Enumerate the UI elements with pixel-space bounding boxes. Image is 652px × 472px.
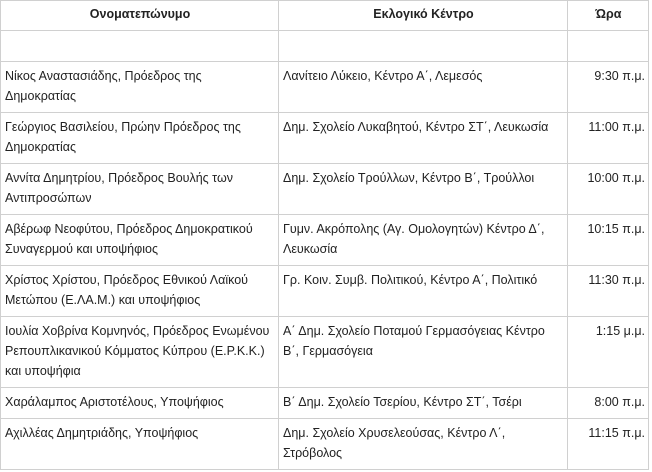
cell-name: Γεώργιος Βασιλείου, Πρώην Πρόεδρος της Δημοκρατίας bbox=[1, 113, 279, 164]
cell-center: Δημ. Σχολείο Τρούλλων, Κέντρο Β΄, Τρούλλοι bbox=[279, 164, 568, 215]
table-row bbox=[1, 62, 649, 113]
cell-center: Β΄ Δημ. Σχολείο Τσερίου, Κέντρο ΣΤ΄, Τσέρι bbox=[279, 388, 568, 419]
cell-name: Ιουλία Χοβρίνα Κομνηνός, Πρόεδρος Ενωμένου Ρεπουπλικανικού Κόμματος Κύπρου (Ε.Ρ.Κ.Κ.) και υποψήφια bbox=[1, 317, 279, 388]
cell-center: Γυμν. Ακρόπολης (Αγ. Ομολογητών) Κέντρο Δ΄, Λευκωσία bbox=[279, 215, 568, 266]
cell-time: 10:15 π.μ. bbox=[568, 215, 649, 266]
table-row bbox=[1, 419, 649, 470]
cell-name: Αννίτα Δημητρίου, Πρόεδρος Βουλής των Αντιπροσώπων bbox=[1, 164, 279, 215]
cell-name: Χρίστος Χρίστου, Πρόεδρος Εθνικού Λαϊκού Μετώπου (Ε.ΛΑ.Μ.) και υποψήφιος bbox=[1, 266, 279, 317]
cell-center: Α΄ Δημ. Σχολείο Ποταμού Γερμασόγειας Κέντρο Β΄, Γερμασόγεια bbox=[279, 317, 568, 388]
cell-name: Αβέρωφ Νεοφύτου, Πρόεδρος Δημοκρατικού Συναγερμού και υποψήφιος bbox=[1, 215, 279, 266]
header-name: Ονοματεπώνυμο bbox=[1, 1, 279, 31]
cell-time: 8:00 π.μ. bbox=[568, 388, 649, 419]
cell-center: Λανίτειο Λύκειο, Κέντρο Α΄, Λεμεσός bbox=[279, 62, 568, 113]
cell-time: 10:00 π.μ. bbox=[568, 164, 649, 215]
table-row bbox=[1, 164, 649, 215]
table-row bbox=[1, 317, 649, 388]
cell-center: Δημ. Σχολείο Χρυσελεούσας, Κέντρο Λ΄, Στρόβολος bbox=[279, 419, 568, 470]
cell-time: 11:15 π.μ. bbox=[568, 419, 649, 470]
empty-cell bbox=[279, 31, 568, 62]
header-center: Εκλογικό Κέντρο bbox=[279, 1, 568, 31]
table-row bbox=[1, 113, 649, 164]
table-row bbox=[1, 388, 649, 419]
cell-center: Γρ. Κοιν. Συμβ. Πολιτικού, Κέντρο Α΄, Πολιτικό bbox=[279, 266, 568, 317]
table-header-row bbox=[1, 1, 649, 31]
cell-time: 1:15 μ.μ. bbox=[568, 317, 649, 388]
header-time: Ώρα bbox=[568, 1, 649, 31]
cell-center: Δημ. Σχολείο Λυκαβητού, Κέντρο ΣΤ΄, Λευκωσία bbox=[279, 113, 568, 164]
cell-name: Νίκος Αναστασιάδης, Πρόεδρος της Δημοκρατίας bbox=[1, 62, 279, 113]
cell-time: 11:30 π.μ. bbox=[568, 266, 649, 317]
table-row bbox=[1, 266, 649, 317]
table-row bbox=[1, 215, 649, 266]
cell-name: Αχιλλέας Δημητριάδης, Υποψήφιος bbox=[1, 419, 279, 470]
cell-name: Χαράλαμπος Αριστοτέλους, Υποψήφιος bbox=[1, 388, 279, 419]
cell-time: 9:30 π.μ. bbox=[568, 62, 649, 113]
cell-time: 11:00 π.μ. bbox=[568, 113, 649, 164]
empty-cell bbox=[568, 31, 649, 62]
empty-cell bbox=[1, 31, 279, 62]
empty-row bbox=[1, 31, 649, 62]
